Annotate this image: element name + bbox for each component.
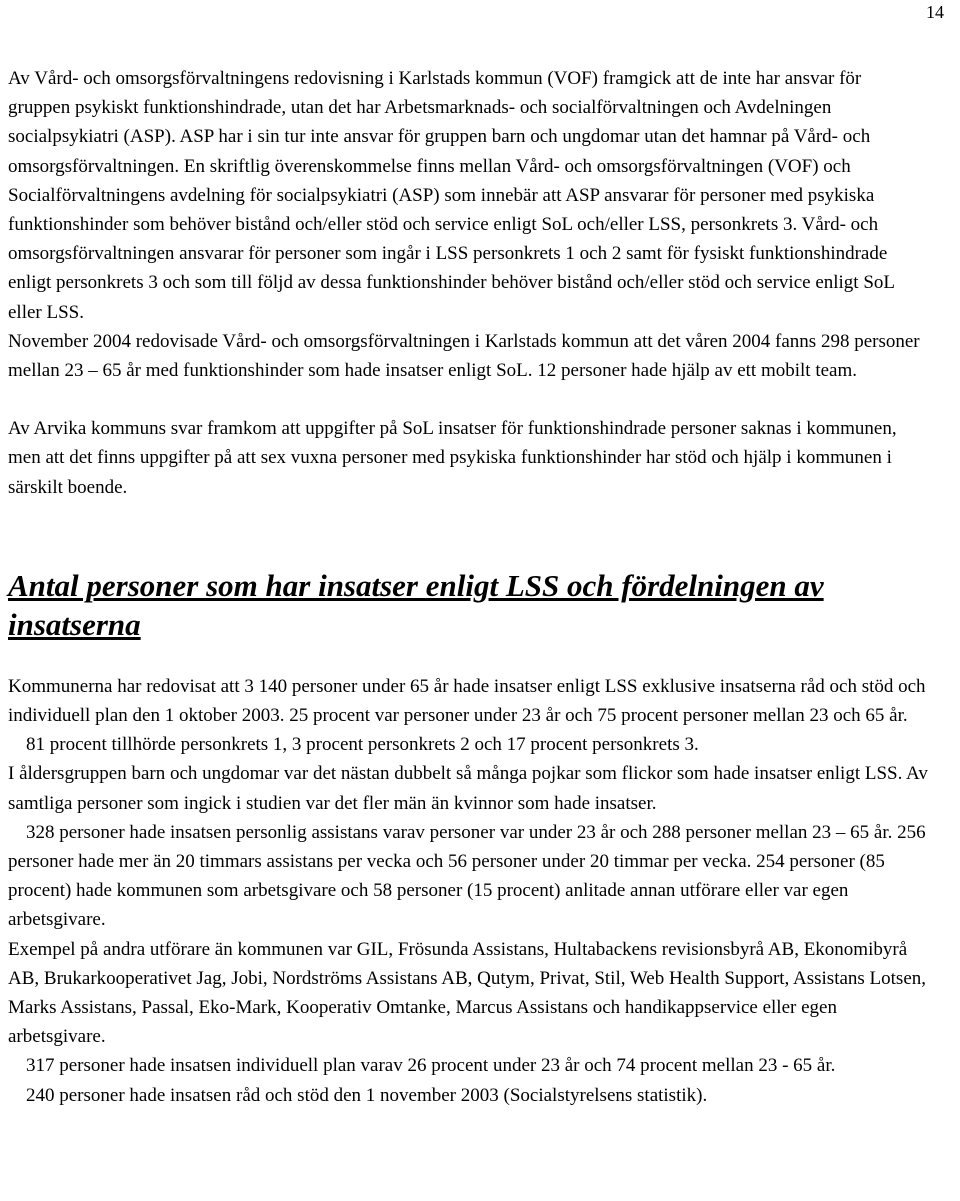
- paragraph-personlig-assistans: 328 personer hade insatsen personlig assistans varav personer var under 23 år och 288 personer mellan 23 – 65 år. 256 personer hade mer än 20 timmars assistans per vecka och 56 personer under 20 timmar per vecka. 254 personer (85 procent) hade kommunen som arbetsgivare och 58 personer (15 procent) anlitade annan utförare eller var egen arbetsgivare.: [8, 821, 926, 931]
- paragraph-vof-karlstad: [8, 64, 928, 385]
- paragraph-text: November 2004 redovisade Vård- och omsorgsförvaltningen i Karlstads kommun att det våren 2004 fanns 298 personer mellan 23 – 65 år med funktionshinder som hade insatser enligt SoL. 12 personer hade hjälp av ett mobilt team.: [8, 330, 920, 382]
- document-body: [8, 64, 928, 1110]
- paragraph-rad-och-stod: 240 personer hade insatsen råd och stöd den 1 november 2003 (Socialstyrelsens statistik).: [26, 1084, 708, 1106]
- section-heading: Antal personer som har insatser enligt LSS och fördelningen av insatserna: [8, 567, 824, 642]
- paragraph-lss-summary: Kommunerna har redovisat att 3 140 personer under 65 år hade insatser enligt LSS exklusive insatserna råd och stöd och individuell plan den 1 oktober 2003. 25 procent var personer under 23 år och 75 procent personer mellan 23 och 65 år.: [8, 675, 926, 727]
- paragraph-arvika: Av Arvika kommuns svar framkom att uppgifter på SoL insatser för funktionshindrade personer saknas i kommunen, men att det finns uppgifter på att sex vuxna personer med psykiska funktionshinder har stöd och hjälp i kommunen i särskilt boende.: [8, 418, 897, 498]
- page-number: 14: [926, 2, 944, 22]
- paragraph-utforare: Exempel på andra utförare än kommunen var GIL, Frösunda Assistans, Hultabackens revisionsbyrå AB, Ekonomibyrå AB, Brukarkooperativet Jag, Jobi, Nordströms Assistans AB, Qutym, Privat, Stil, Web Health Support, Assistans Lotsen, Marks Assistans, Passal, Eko-Mark, Kooperativ Omtanke, Marcus Assistans och handikappservice eller egen arbetsgivare.: [8, 938, 927, 1048]
- paragraph-individuell-plan: 317 personer hade insatsen individuell plan varav 26 procent under 23 år och 74 procent mellan 23 - 65 år.: [26, 1055, 836, 1077]
- paragraph-text: Av Vård- och omsorgsförvaltningens redovisning i Karlstads kommun (VOF) framgick att de inte har ansvar för gruppen psykiskt funktionshindrade, utan det har Arbetsmarknads- och socialförvaltningen och Avdelningen socialpsykiatri (ASP). ASP har i sin tur inte ansvar för gruppen barn och ungdomar utan det hamnar på Vård- och omsorgsförvaltningen. En skriftlig överenskommelse finns mellan Vård- och omsorgsförvaltningen (VOF) och Socialförvaltningens avdelning för socialpsykiatri (ASP) som innebär att ASP ansvarar för personer med psykiska funktionshinder som behöver bistånd och/eller stöd och service enligt SoL och/eller LSS, personkrets 3. Vård- och omsorgsförvaltningen ansvarar för personer som ingår i LSS personkrets 1 och 2 samt för fysiskt funktionshindrade enligt personkrets 3 och som till följd av dessa funktionshinder behöver bistånd och/eller stöd och service enligt SoL eller LSS.: [8, 68, 895, 323]
- paragraph-personkrets: 81 procent tillhörde personkrets 1, 3 procent personkrets 2 och 17 procent personkrets 3.: [26, 734, 699, 756]
- paragraph-gender: I åldersgruppen barn och ungdomar var det nästan dubbelt så många pojkar som flickor som hade insatser enligt LSS. Av samtliga personer som ingick i studien var det fler män än kvinnor som hade insatser.: [8, 763, 928, 814]
